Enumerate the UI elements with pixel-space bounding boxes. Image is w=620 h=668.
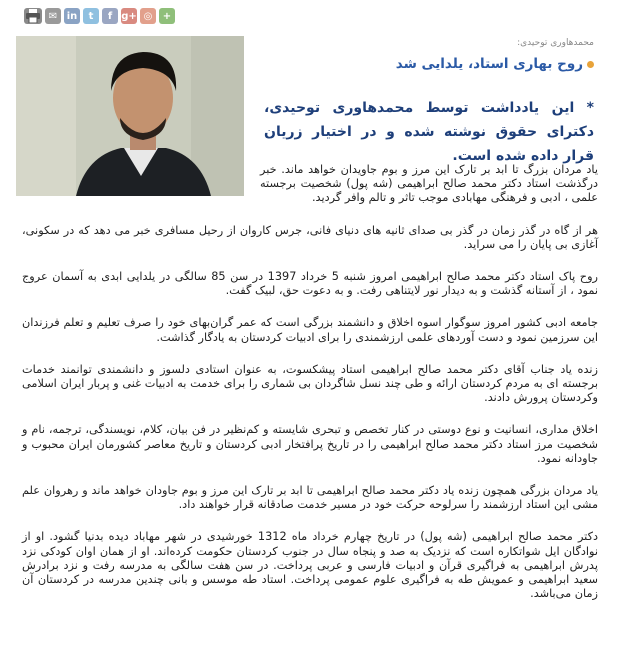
paragraph: یاد مردان بزرگی همچون زنده یاد دکتر محمد صالح ابراهیمی تا ابد بر تارک این مرز و بوم جاودان خواهد ماند و رهروان علم مشی این استاد ارزشمند را سرلوحه حرکت خود در مسیر خدمت صادقانه قرار خواهند داد. bbox=[22, 484, 598, 512]
paragraph: هر از گاه در گذر زمان در گذر بی صدای ثانیه های دنیای فانی، جرس کاروان از رحیل مسافری خبر می دهد که در سکونی، آغازی بی پایان را می سراید. bbox=[22, 223, 598, 251]
article-title[interactable] bbox=[234, 56, 594, 72]
twitter-glyph: t bbox=[88, 10, 94, 22]
article-body bbox=[22, 163, 598, 619]
add-icon[interactable] bbox=[159, 8, 175, 24]
paragraph: یاد مردان بزرگ تا ابد بر تارک این مرز و بوم جاویدان خواهد ماند. خبر درگذشت استاد دکتر محمد صالح ابراهیمی (شه پول) شخصیت برجسته علمی ، ادبی و فرهنگی مهابادی موجب تاثر و تالم وافر گردید. bbox=[260, 163, 598, 205]
paragraph: زنده یاد جناب آقای دکتر محمد صالح ابراهیمی استاد پیشکسوت، به عنوان استادی دلسوز و دانشمندی توانمند خدمات برجسته ای به مردم کردستان ارائه و طی چند نسل شاگردان بی شماری را برای خدمت به ادبیات غنی و پربار ایران اسلامی وکردستان پرورش دادند. bbox=[22, 362, 598, 405]
share-toolbar bbox=[24, 6, 175, 26]
google-plus-icon[interactable] bbox=[121, 8, 137, 24]
linkedin-glyph: in bbox=[66, 10, 78, 22]
facebook-icon[interactable] bbox=[102, 8, 118, 24]
add-glyph: + bbox=[162, 10, 172, 22]
share-glyph: ◎ bbox=[143, 10, 153, 22]
print-icon[interactable] bbox=[24, 8, 42, 24]
email-icon[interactable] bbox=[45, 8, 61, 24]
paragraph: روح پاک استاد دکتر محمد صالح ابراهیمی امروز شنبه 5 خرداد 1397 در سن 85 سالگی در یلدایی ابدی به آسمان عروج نمود ، از آستانه گذشت و به دیدار نور لایتناهی رفت. و به دعوت حق، لبیک گفت. bbox=[22, 270, 598, 298]
author-caption: محمدهاوری توحیدی: bbox=[517, 38, 594, 48]
paragraph: دکتر محمد صالح ابراهیمی (شه پول) در تاریخ چهارم خرداد ماه 1312 خورشیدی در شهر مهاباد دیده بدنیا گشود. او از نوادگان ایل شواتکاره است که نزدیک به صد و پنجاه سال در جنوب کردستان حکومت کرده‌اند. او از همان اوان کودکی نزد پدرش ابراهیمی به فراگیری قرآن و ادبیات فارسی و عربی پرداخت. در سن هفت سالگی به مدرسه رفت و نزد برادرش سعید ابراهیمی و عمویش طه به فراگیری علوم عمومی پرداخت. استاد طه موسس و بانی چندین مدرسه در کردستان آن زمان می‌باشد. bbox=[22, 530, 598, 601]
share-icon[interactable] bbox=[140, 8, 156, 24]
google-plus-glyph: g+ bbox=[121, 10, 137, 22]
bullet-icon bbox=[587, 61, 594, 68]
twitter-icon[interactable] bbox=[83, 8, 99, 24]
linkedin-icon[interactable] bbox=[64, 8, 80, 24]
paragraph: جامعه ادبی کشور امروز سوگوار اسوه اخلاق و دانشمند بزرگی است که عمر گران‌بهای خود را صرف تعلیم و تعلم فرزندان این سرزمین نمود و دست آوردهای علمی ارزشمندی را برای ادبیات کردستان به یادگار گذاشت. bbox=[22, 316, 598, 344]
article-title-text[interactable]: روح بهاری استاد، یلدایی شد bbox=[395, 56, 583, 72]
email-glyph: ✉ bbox=[48, 10, 58, 22]
paragraph: اخلاق مداری، انسانیت و نوع دوستی در کنار تخصص و تبحری شایسته و کم‌نظیر در فن بیان، کلام، نویسندگی، ترجمه، نام و شخصیت مرز استاد دکتر محمد صالح ابراهیمی را در تاریخ پرافتخار ادبی کردستان و تاریخ معاصر کشورمان ایران محبوب و جاودانه نمود. bbox=[22, 423, 598, 465]
facebook-glyph: f bbox=[107, 10, 113, 22]
article-lead: * این یادداشت توسط محمدهاوری توحیدی، دکترای حقوق نوشته شده و در اختیار زریان قرار داده شده است. bbox=[264, 100, 594, 164]
